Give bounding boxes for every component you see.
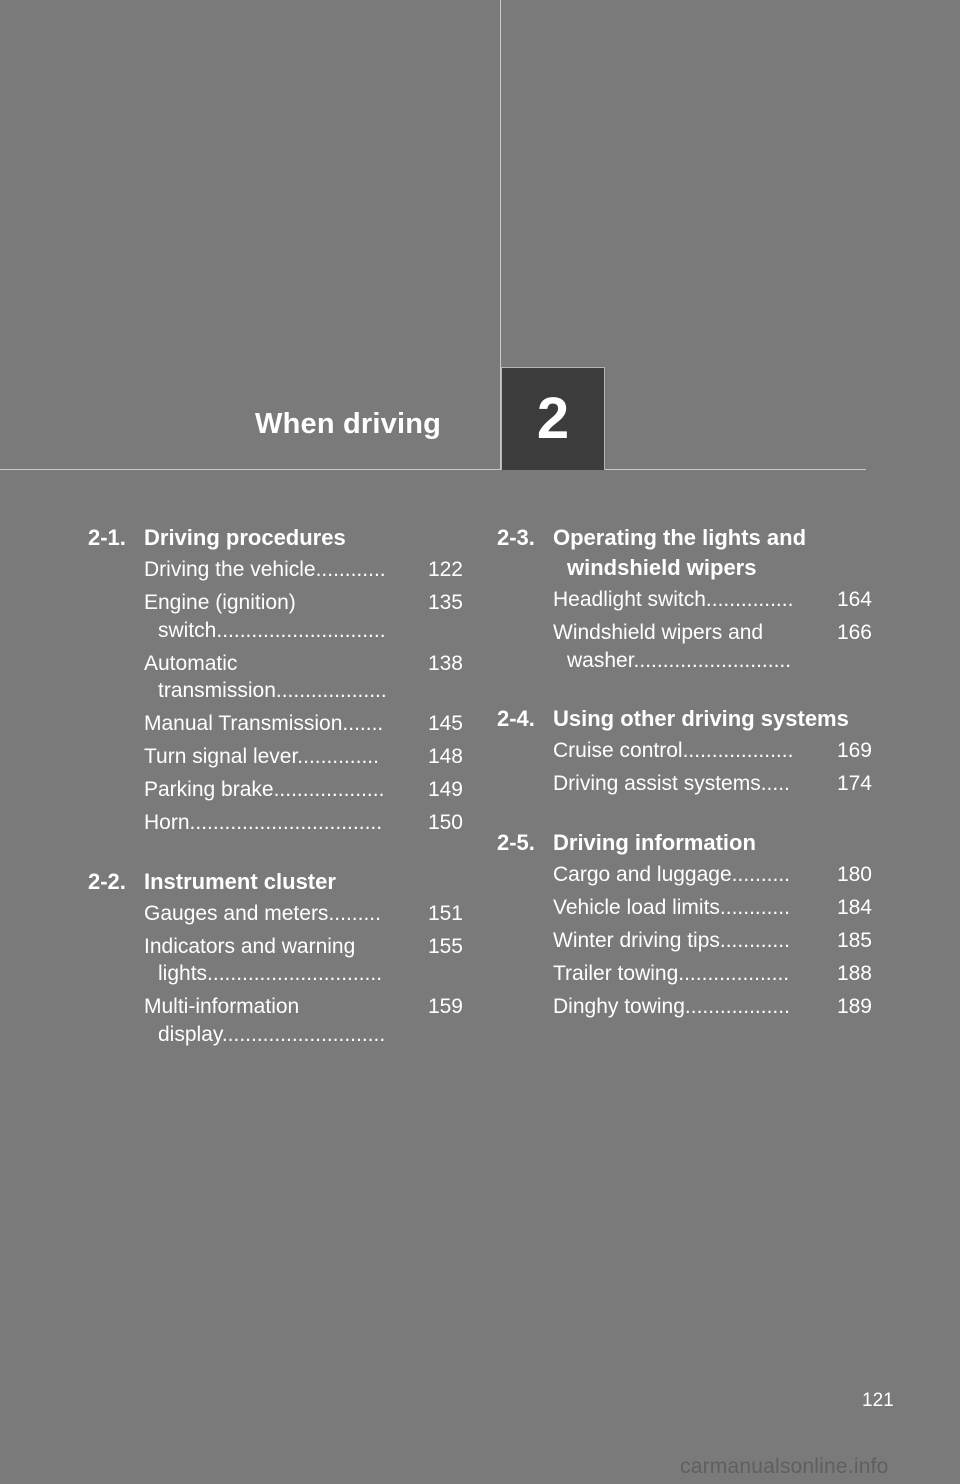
entry-page-number: 138 xyxy=(424,650,463,678)
toc-section xyxy=(497,828,872,1021)
entry-title: Dinghy towing xyxy=(553,994,685,1018)
toc-entry[interactable] xyxy=(144,743,463,771)
toc-entry[interactable] xyxy=(553,960,872,988)
entry-page-number: 149 xyxy=(424,776,463,804)
toc-entry[interactable] xyxy=(553,861,872,889)
watermark: carmanualsonline.info xyxy=(680,1455,889,1478)
entry-page-number: 135 xyxy=(424,589,463,617)
entry-list xyxy=(497,861,872,1021)
entry-page-number: 148 xyxy=(424,743,463,771)
dot-leader: .............. xyxy=(297,745,379,768)
entry-page-number: 174 xyxy=(833,770,872,798)
entry-page-number: 169 xyxy=(833,737,872,765)
entry-list xyxy=(88,900,463,1049)
entry-page-number: 188 xyxy=(833,960,872,988)
entry-title: Manual Transmission xyxy=(144,712,343,735)
entry-title: Vehicle load limits xyxy=(553,895,720,919)
entry-title: Horn xyxy=(144,811,190,834)
entry-title: Turn signal lever xyxy=(144,745,298,768)
entry-title: Headlight switch xyxy=(553,588,706,611)
toc-entry[interactable] xyxy=(144,710,463,738)
dot-leader: ................... xyxy=(678,961,790,985)
toc-entry[interactable] xyxy=(144,809,463,837)
toc-entry[interactable] xyxy=(144,933,463,988)
horizontal-rule xyxy=(0,469,866,470)
toc-entry[interactable] xyxy=(553,993,872,1021)
chapter-number: 2 xyxy=(536,386,570,451)
section-title: Instrument cluster xyxy=(144,868,336,894)
section-heading xyxy=(88,867,463,897)
toc-left-column xyxy=(88,523,463,1078)
entry-list xyxy=(497,586,872,674)
toc-entry[interactable] xyxy=(144,900,463,928)
entry-title: Automatic transmission xyxy=(144,651,276,702)
toc-section xyxy=(497,523,872,674)
toc-entry[interactable] xyxy=(144,776,463,804)
entry-title: Windshield wipers and washer xyxy=(553,621,764,672)
section-heading xyxy=(88,523,463,553)
dot-leader: ................... xyxy=(682,739,794,762)
dot-leader: ........................... xyxy=(633,648,792,672)
dot-leader: ............................. xyxy=(216,618,386,642)
dot-leader: ................... xyxy=(275,679,387,702)
dot-leader: ............................ xyxy=(221,1022,386,1046)
toc-entry[interactable] xyxy=(553,927,872,955)
toc-entry[interactable] xyxy=(553,894,872,922)
toc-section xyxy=(88,867,463,1049)
chapter-number-box xyxy=(501,367,605,470)
section-number: 2-4. xyxy=(497,706,535,731)
toc-section xyxy=(88,523,463,837)
dot-leader: ......... xyxy=(328,901,381,925)
section-title: Using other driving systems xyxy=(553,706,849,731)
dot-leader: ..... xyxy=(760,772,790,795)
section-number: 2-5. xyxy=(497,829,535,855)
entry-title: Gauges and meters xyxy=(144,901,329,925)
toc-right-column xyxy=(497,523,872,1050)
entry-title: Multi-information display xyxy=(144,995,300,1046)
toc-entry[interactable] xyxy=(553,737,872,765)
entry-title: Cruise control xyxy=(553,739,683,762)
entry-list xyxy=(497,737,872,798)
dot-leader: ....... xyxy=(342,712,384,735)
toc-entry[interactable] xyxy=(553,770,872,798)
entry-title: Engine (ignition) switch xyxy=(144,591,296,642)
entry-title: Winter driving tips xyxy=(553,928,720,952)
section-title: Driving information xyxy=(553,829,756,855)
dot-leader: ............... xyxy=(705,588,794,611)
entry-page-number: 164 xyxy=(833,586,872,614)
dot-leader: ................... xyxy=(273,778,385,801)
dot-leader: .......... xyxy=(731,862,791,886)
entry-title: Cargo and luggage xyxy=(553,862,732,886)
dot-leader: ............ xyxy=(315,558,386,581)
section-number: 2-1. xyxy=(88,525,126,550)
section-heading xyxy=(497,523,872,583)
toc-entry[interactable] xyxy=(553,586,872,614)
section-heading xyxy=(497,704,872,734)
entry-title: Driving the vehicle xyxy=(144,558,316,581)
entry-page-number: 155 xyxy=(424,933,463,961)
entry-page-number: 189 xyxy=(833,993,872,1021)
entry-page-number: 150 xyxy=(424,809,463,837)
toc-section xyxy=(497,704,872,798)
dot-leader: ............ xyxy=(719,928,790,952)
chapter-title: When driving xyxy=(255,408,442,440)
entry-page-number: 151 xyxy=(424,900,463,928)
entry-list xyxy=(88,556,463,837)
toc-entry[interactable] xyxy=(144,589,463,644)
entry-title: Trailer towing xyxy=(553,961,679,985)
entry-page-number: 166 xyxy=(833,619,872,647)
entry-title: Indicators and warning lights xyxy=(144,934,356,985)
toc-entry[interactable] xyxy=(553,619,872,674)
section-heading xyxy=(497,828,872,858)
dot-leader: ................................. xyxy=(189,811,383,834)
toc-entry[interactable] xyxy=(144,993,463,1048)
toc-entry[interactable] xyxy=(144,650,463,705)
entry-page-number: 180 xyxy=(833,861,872,889)
section-number: 2-3. xyxy=(497,525,535,550)
page-number: 121 xyxy=(862,1390,894,1411)
dot-leader: ............ xyxy=(719,895,790,919)
section-title: Operating the lights and windshield wipers xyxy=(553,525,807,580)
entry-title: Driving assist systems xyxy=(553,772,761,795)
entry-page-number: 159 xyxy=(424,993,463,1021)
entry-page-number: 145 xyxy=(424,710,463,738)
entry-page-number: 122 xyxy=(424,556,463,584)
section-title: Driving procedures xyxy=(144,525,346,550)
entry-page-number: 185 xyxy=(833,927,872,955)
entry-title: Parking brake xyxy=(144,778,274,801)
section-number: 2-2. xyxy=(88,868,126,894)
dot-leader: .............................. xyxy=(207,962,383,985)
toc-entry[interactable] xyxy=(144,556,463,584)
entry-page-number: 184 xyxy=(833,894,872,922)
dot-leader: .................. xyxy=(684,994,790,1018)
